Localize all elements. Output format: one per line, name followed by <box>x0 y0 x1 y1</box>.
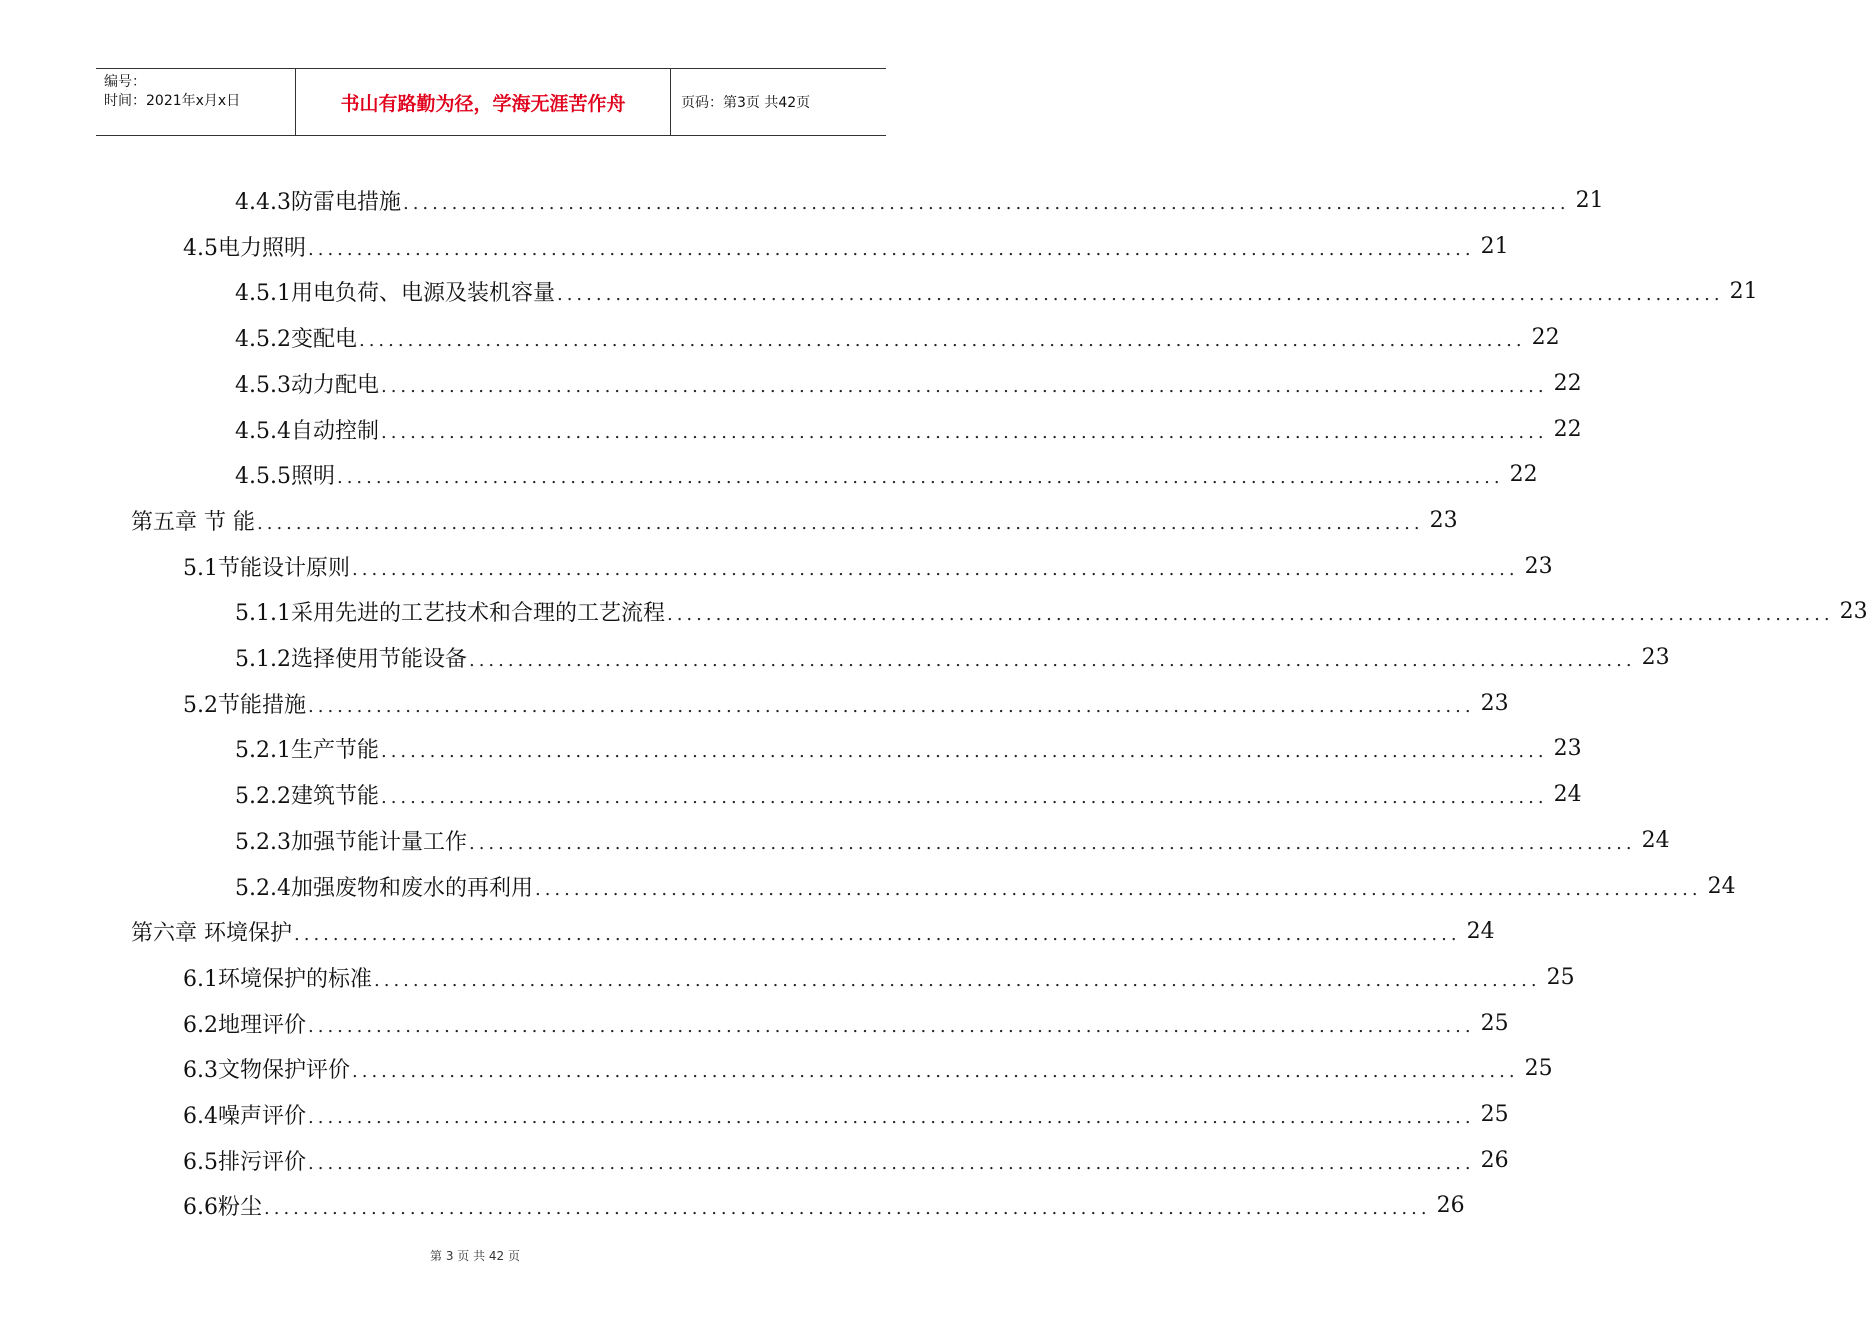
toc-entry[interactable] <box>235 725 1582 771</box>
toc-entry[interactable] <box>235 268 1758 314</box>
toc-entry-label: 5.2.3加强节能计量工作 <box>235 829 467 855</box>
header-motto: 书山有路勤为径，学海无涯苦作舟 <box>296 69 671 135</box>
toc-entry-page-number: 24 <box>1553 781 1582 807</box>
toc-dot-leader: ........................................................................................................................ <box>264 1198 1431 1219</box>
toc-entry-label: 4.5.3动力配电 <box>235 372 379 398</box>
toc-entry-label: 4.5.4自动控制 <box>235 418 379 444</box>
toc-entry-label: 4.5.5照明 <box>235 463 335 489</box>
toc-entry[interactable] <box>183 223 1509 269</box>
toc-entry-label: 6.4噪声评价 <box>183 1103 306 1129</box>
toc-dot-leader: ........................................................................................................................ <box>308 239 1475 260</box>
toc-entry-page-number: 22 <box>1509 461 1538 487</box>
toc-entry[interactable] <box>235 771 1582 817</box>
toc-entry-label: 6.2地理评价 <box>183 1012 306 1038</box>
toc-entry[interactable] <box>183 1137 1509 1183</box>
toc-dot-leader: ........................................................................................................................ <box>257 513 1424 534</box>
document-id-label: 编号： <box>104 74 146 90</box>
toc-entry[interactable] <box>235 817 1670 863</box>
toc-dot-leader: ........................................................................................................................ <box>380 741 1548 762</box>
toc-entry[interactable] <box>131 908 1495 954</box>
toc-dot-leader: ........................................................................................................................ <box>534 879 1702 900</box>
toc-entry-page-number: 26 <box>1480 1147 1509 1173</box>
toc-entry-page-number: 25 <box>1480 1010 1509 1036</box>
toc-entry[interactable] <box>235 360 1582 406</box>
toc-entry-page-number: 21 <box>1575 187 1604 213</box>
toc-entry-label: 4.4.3防雷电措施 <box>235 189 401 215</box>
toc-entry-label: 4.5电力照明 <box>183 235 306 261</box>
toc-entry[interactable] <box>235 451 1538 497</box>
toc-entry-label: 6.3文物保护评价 <box>183 1057 350 1083</box>
toc-entry-label: 5.2.4加强废物和废水的再利用 <box>235 875 533 901</box>
toc-entry[interactable] <box>183 543 1553 589</box>
toc-entry-page-number: 22 <box>1553 370 1582 396</box>
toc-entry-page-number: 25 <box>1524 1055 1553 1081</box>
toc-entry-label: 5.1.2选择使用节能设备 <box>235 646 467 672</box>
toc-entry-page-number: 24 <box>1641 827 1670 853</box>
toc-dot-leader: ........................................................................................................................ <box>380 787 1548 808</box>
toc-dot-leader: ........................................................................................................................ <box>402 193 1570 214</box>
toc-dot-leader: ........................................................................................................................ <box>358 330 1526 351</box>
toc-entry-label: 6.1环境保护的标准 <box>183 966 372 992</box>
toc-dot-leader: ........................................................................................................................ <box>294 924 1461 945</box>
toc-entry-label: 5.2节能措施 <box>183 692 306 718</box>
toc-entry[interactable] <box>235 588 1868 634</box>
page-header <box>96 68 886 136</box>
toc-entry[interactable] <box>235 314 1560 360</box>
toc-entry-page-number: 22 <box>1553 416 1582 442</box>
toc-dot-leader: ........................................................................................................................ <box>308 696 1475 717</box>
toc-entry[interactable] <box>235 406 1582 452</box>
toc-entry-page-number: 25 <box>1480 1101 1509 1127</box>
toc-dot-leader: ........................................................................................................................ <box>380 376 1548 397</box>
toc-entry-page-number: 22 <box>1531 324 1560 350</box>
toc-entry[interactable] <box>183 954 1575 1000</box>
toc-entry[interactable] <box>183 1000 1509 1046</box>
toc-dot-leader: ........................................................................................................................ <box>308 1016 1475 1037</box>
toc-dot-leader: ........................................................................................................................ <box>666 604 1834 625</box>
toc-entry-page-number: 23 <box>1641 644 1670 670</box>
toc-dot-leader: ........................................................................................................................ <box>556 284 1724 305</box>
toc-entry-page-number: 23 <box>1839 598 1868 624</box>
toc-entry-label: 6.6粉尘 <box>183 1194 262 1220</box>
toc-dot-leader: ........................................................................................................................ <box>380 422 1548 443</box>
toc-dot-leader: ........................................................................................................................ <box>374 970 1541 991</box>
toc-dot-leader: ........................................................................................................................ <box>308 1153 1475 1174</box>
toc-dot-leader: ........................................................................................................................ <box>352 559 1519 580</box>
toc-entry[interactable] <box>235 863 1736 909</box>
toc-entry-page-number: 26 <box>1436 1192 1465 1218</box>
toc-dot-leader: ........................................................................................................................ <box>308 1107 1475 1128</box>
toc-entry-page-number: 23 <box>1480 690 1509 716</box>
toc-entry-label: 5.1.1采用先进的工艺技术和合理的工艺流程 <box>235 600 665 626</box>
document-time: 时间：2021年x月x日 <box>104 93 241 109</box>
toc-entry-label: 4.5.2变配电 <box>235 326 357 352</box>
toc-entry[interactable] <box>183 680 1509 726</box>
page-footer: 第 3 页 共 42 页 <box>430 1249 520 1263</box>
toc-dot-leader: ........................................................................................................................ <box>336 467 1504 488</box>
toc-dot-leader: ........................................................................................................................ <box>352 1061 1519 1082</box>
toc-entry-page-number: 21 <box>1480 233 1509 259</box>
header-page-info: 页码：第3页 共42页 <box>681 95 811 111</box>
toc-entry-label: 5.2.2建筑节能 <box>235 783 379 809</box>
toc-entry[interactable] <box>131 497 1458 543</box>
toc-entry-label: 4.5.1用电负荷、电源及装机容量 <box>235 280 555 306</box>
toc-entry-page-number: 23 <box>1429 507 1458 533</box>
toc-entry-page-number: 23 <box>1524 553 1553 579</box>
toc-entry-page-number: 23 <box>1553 735 1582 761</box>
toc-dot-leader: ........................................................................................................................ <box>468 833 1636 854</box>
toc-entry[interactable] <box>235 177 1604 223</box>
toc-entry-label: 第六章 环境保护 <box>131 920 292 946</box>
toc-entry-label: 5.2.1生产节能 <box>235 737 379 763</box>
toc-dot-leader: ........................................................................................................................ <box>468 650 1636 671</box>
toc-entry[interactable] <box>235 634 1670 680</box>
toc-entry-label: 5.1节能设计原则 <box>183 555 350 581</box>
toc-entry-label: 第五章 节 能 <box>131 509 255 535</box>
toc-entry-page-number: 24 <box>1707 873 1736 899</box>
toc-entry[interactable] <box>183 1182 1465 1228</box>
toc-entry-page-number: 21 <box>1729 278 1758 304</box>
toc-entry-page-number: 24 <box>1466 918 1495 944</box>
toc-entry[interactable] <box>183 1045 1553 1091</box>
toc-entry-label: 6.5排污评价 <box>183 1149 306 1175</box>
toc-entry-page-number: 25 <box>1546 964 1575 990</box>
header-meta <box>96 69 296 135</box>
toc-entry[interactable] <box>183 1091 1509 1137</box>
